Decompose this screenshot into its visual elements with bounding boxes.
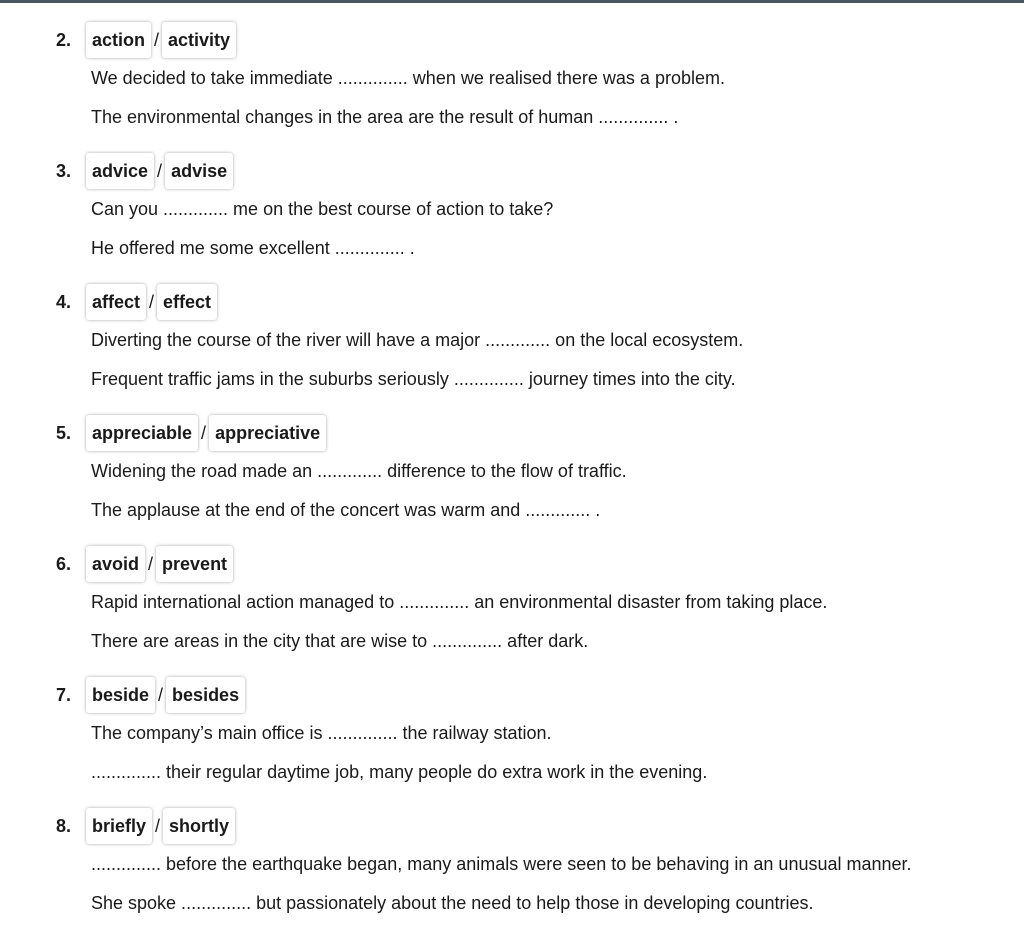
- item-number: 3.: [56, 160, 72, 181]
- word-separator: /: [158, 684, 164, 705]
- word-option-b: shortly: [163, 808, 235, 844]
- item-header: [0, 413, 1024, 453]
- item-number: 6.: [56, 553, 72, 574]
- sentence-1: Diverting the course of the river will have a major ............. on the local ecosystem.: [91, 330, 744, 350]
- word-pair: [86, 284, 217, 320]
- sentence-2: .............. their regular daytime job, many people do extra work in the evening.: [91, 762, 708, 782]
- sentence-2: There are areas in the city that are wise to .............. after dark.: [91, 631, 589, 651]
- word-option-a: action: [86, 22, 151, 58]
- word-option-b: advise: [165, 153, 233, 189]
- sentence-2: He offered me some excellent .............. .: [91, 238, 415, 258]
- item-number: 7.: [56, 684, 72, 705]
- exercise-item-6: [0, 544, 1024, 675]
- word-separator: /: [154, 29, 160, 50]
- word-option-a: beside: [86, 677, 155, 713]
- exercise-item-5: [0, 413, 1024, 544]
- exercise-item-7: [0, 675, 1024, 806]
- sentence-1: Rapid international action managed to .............. an environmental disaster from taking place.: [91, 592, 828, 612]
- exercise-item-8: [0, 806, 1024, 914]
- exercise-item-4: [0, 282, 1024, 413]
- word-option-a: avoid: [86, 546, 145, 582]
- sentence-1: Widening the road made an ............. difference to the flow of traffic.: [91, 461, 627, 481]
- item-number: 2.: [56, 29, 72, 50]
- item-number: 8.: [56, 815, 72, 836]
- item-header: [0, 282, 1024, 322]
- word-option-a: affect: [86, 284, 146, 320]
- word-separator: /: [201, 422, 207, 443]
- sentence-2: Frequent traffic jams in the suburbs seriously .............. journey times into the city.: [91, 369, 736, 389]
- sentence-2: She spoke .............. but passionately about the need to help those in developing countries.: [91, 893, 814, 913]
- word-option-b: effect: [157, 284, 217, 320]
- sentence-2: The environmental changes in the area are the result of human .............. .: [91, 107, 679, 127]
- item-number: 5.: [56, 422, 72, 443]
- word-option-b: prevent: [156, 546, 233, 582]
- word-pair: [86, 153, 233, 189]
- sentence-1: We decided to take immediate .............. when we realised there was a problem.: [91, 68, 725, 88]
- word-option-a: appreciable: [86, 415, 198, 451]
- word-separator: /: [155, 815, 161, 836]
- exercise-item-3: [0, 151, 1024, 282]
- sentence-2: The applause at the end of the concert was warm and ............. .: [91, 500, 601, 520]
- vocabulary-exercise: [0, 20, 1024, 914]
- word-option-b: appreciative: [209, 415, 326, 451]
- word-option-b: besides: [166, 677, 245, 713]
- item-header: [0, 806, 1024, 846]
- word-option-a: advice: [86, 153, 154, 189]
- item-header: [0, 151, 1024, 191]
- word-pair: [86, 546, 233, 582]
- word-pair: [86, 415, 326, 451]
- word-option-a: briefly: [86, 808, 152, 844]
- sentence-1: .............. before the earthquake began, many animals were seen to be behaving in an unusual manner.: [91, 854, 912, 874]
- word-pair: [86, 808, 235, 844]
- word-separator: /: [157, 160, 163, 181]
- item-number: 4.: [56, 291, 72, 312]
- item-header: [0, 675, 1024, 715]
- top-border: [0, 0, 1024, 3]
- exercise-item-2: [0, 20, 1024, 151]
- word-separator: /: [149, 291, 155, 312]
- item-header: [0, 20, 1024, 60]
- word-pair: [86, 22, 236, 58]
- sentence-1: The company’s main office is .............. the railway station.: [91, 723, 552, 743]
- word-option-b: activity: [162, 22, 236, 58]
- item-header: [0, 544, 1024, 584]
- word-separator: /: [148, 553, 154, 574]
- word-pair: [86, 677, 245, 713]
- sentence-1: Can you ............. me on the best course of action to take?: [91, 199, 554, 219]
